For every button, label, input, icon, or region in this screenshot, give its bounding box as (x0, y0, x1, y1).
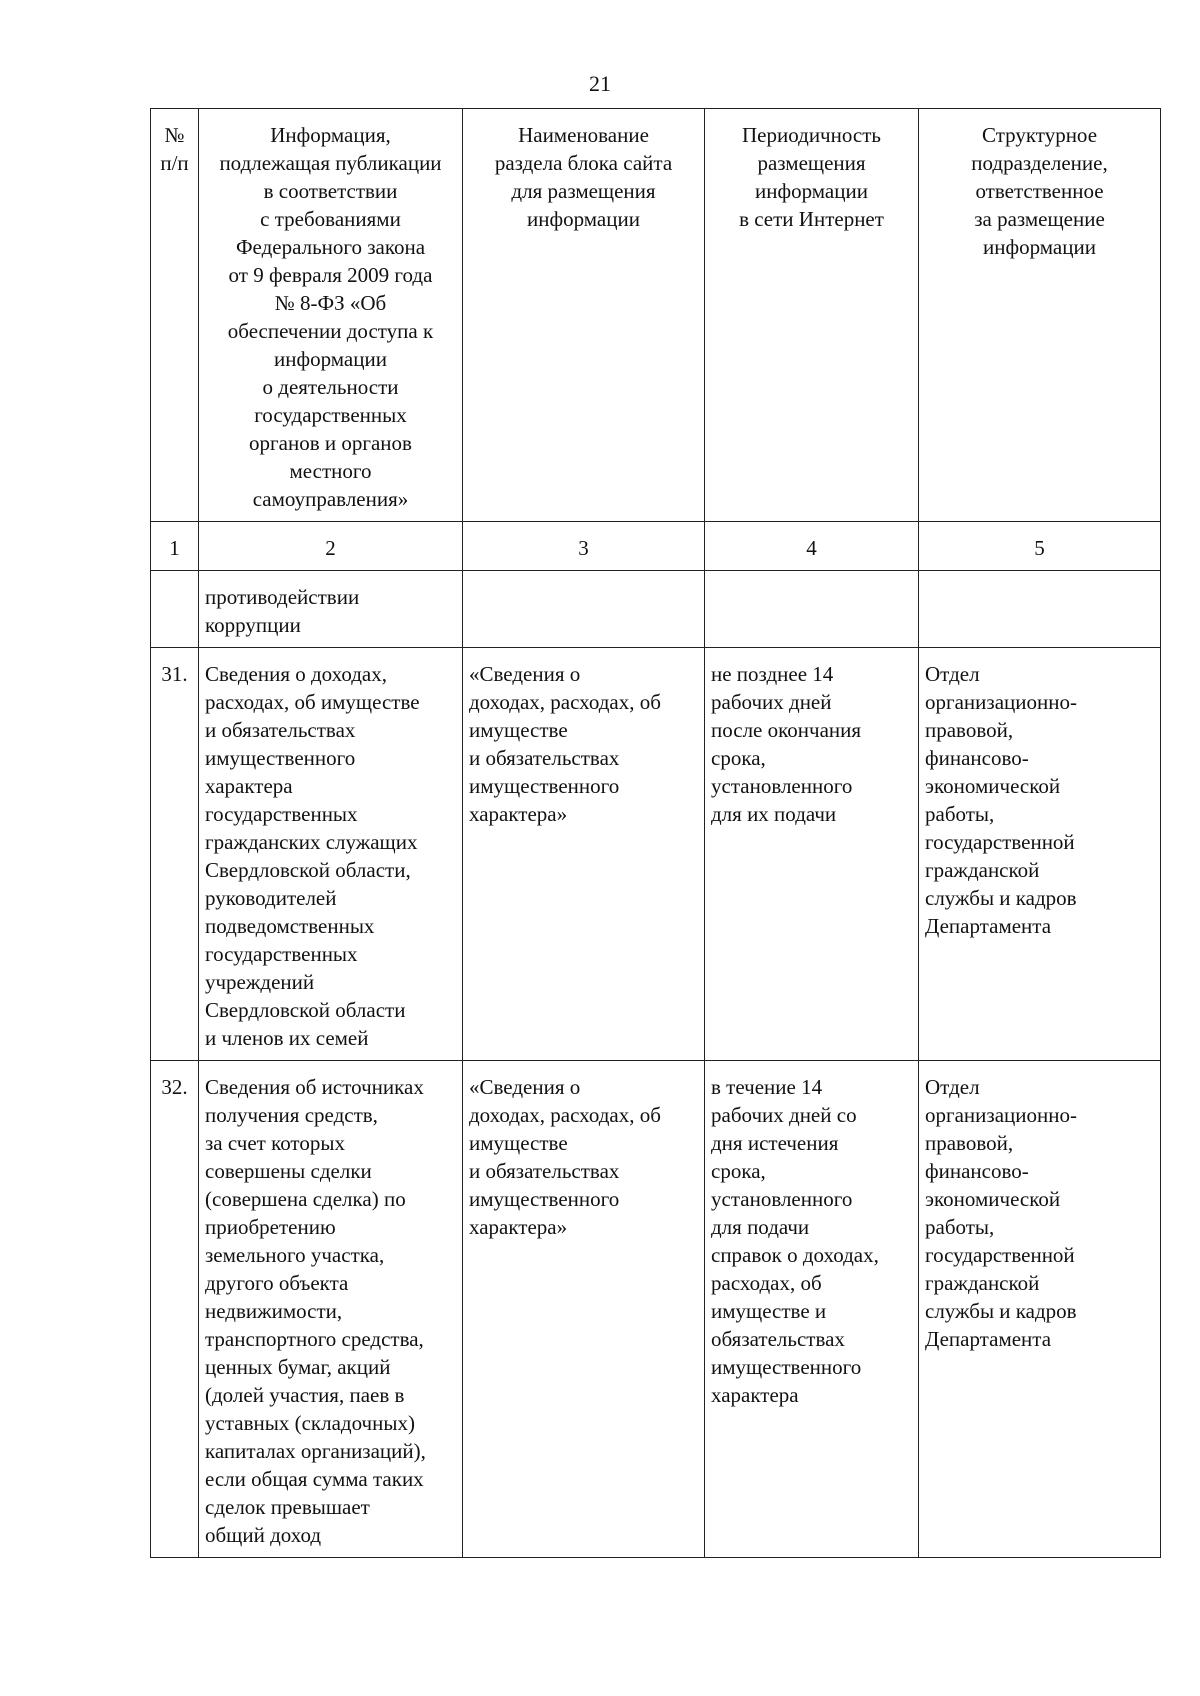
table-row (151, 571, 1161, 648)
row-number: 32. (151, 1061, 199, 1558)
row-period: не позднее 14 рабочих дней после окончания срока, установленного для их подачи (705, 648, 919, 1061)
row-section (463, 571, 705, 648)
table-row (151, 648, 1161, 1061)
page-number: 21 (589, 71, 611, 96)
row-info: Сведения о доходах, расходах, об имуществе и обязательствах имущественного характера государственных гражданских служащих Свердловской области, руководителей подведомственных государственных учреждений Свердловской области и членов их семей (199, 648, 463, 1061)
header-periodicity: Периодичность размещения информации в сети Интернет (705, 109, 919, 522)
header-information: Информация, подлежащая публикации в соответствии с требованиями Федерального закона от 9 февраля 2009 года № 8-ФЗ «Об обеспечении доступа к информации о деятельности государственных органов и органов местного самоуправления» (199, 109, 463, 522)
row-department: Отдел организационно- правовой, финансово- экономической работы, государственной гражданской службы и кадров Департамента (919, 648, 1161, 1061)
header-section-name: Наименование раздела блока сайта для размещения информации (463, 109, 705, 522)
header-number: № п/п (151, 109, 199, 522)
row-period: в течение 14 рабочих дней со дня истечения срока, установленного для подачи справок о доходах, расходах, об имуществе и обязательствах имущественного характера (705, 1061, 919, 1558)
row-department: Отдел организационно- правовой, финансово- экономической работы, государственной гражданской службы и кадров Департамента (919, 1061, 1161, 1558)
column-index-row (151, 522, 1161, 571)
row-info: противодействии коррупции (199, 571, 463, 648)
column-index: 2 (199, 522, 463, 571)
header-responsible-unit: Структурное подразделение, ответственное за размещение информации (919, 109, 1161, 522)
column-index: 3 (463, 522, 705, 571)
column-index: 5 (919, 522, 1161, 571)
header-row (151, 109, 1161, 522)
column-index: 4 (705, 522, 919, 571)
table-row (151, 1061, 1161, 1558)
row-section: «Сведения о доходах, расходах, об имуществе и обязательствах имущественного характера» (463, 648, 705, 1061)
row-number: 31. (151, 648, 199, 1061)
row-number (151, 571, 199, 648)
row-period (705, 571, 919, 648)
column-index: 1 (151, 522, 199, 571)
row-department (919, 571, 1161, 648)
row-info: Сведения об источниках получения средств, за счет которых совершены сделки (совершена сделка) по приобретению земельного участка, другого объекта недвижимости, транспортного средства, ценных бумаг, акций (долей участия, паев в уставных (складочных) капиталах организаций), если общая сумма таких сделок превышает общий доход (199, 1061, 463, 1558)
disclosure-table (150, 108, 1161, 1558)
row-section: «Сведения о доходах, расходах, об имуществе и обязательствах имущественного характера» (463, 1061, 705, 1558)
